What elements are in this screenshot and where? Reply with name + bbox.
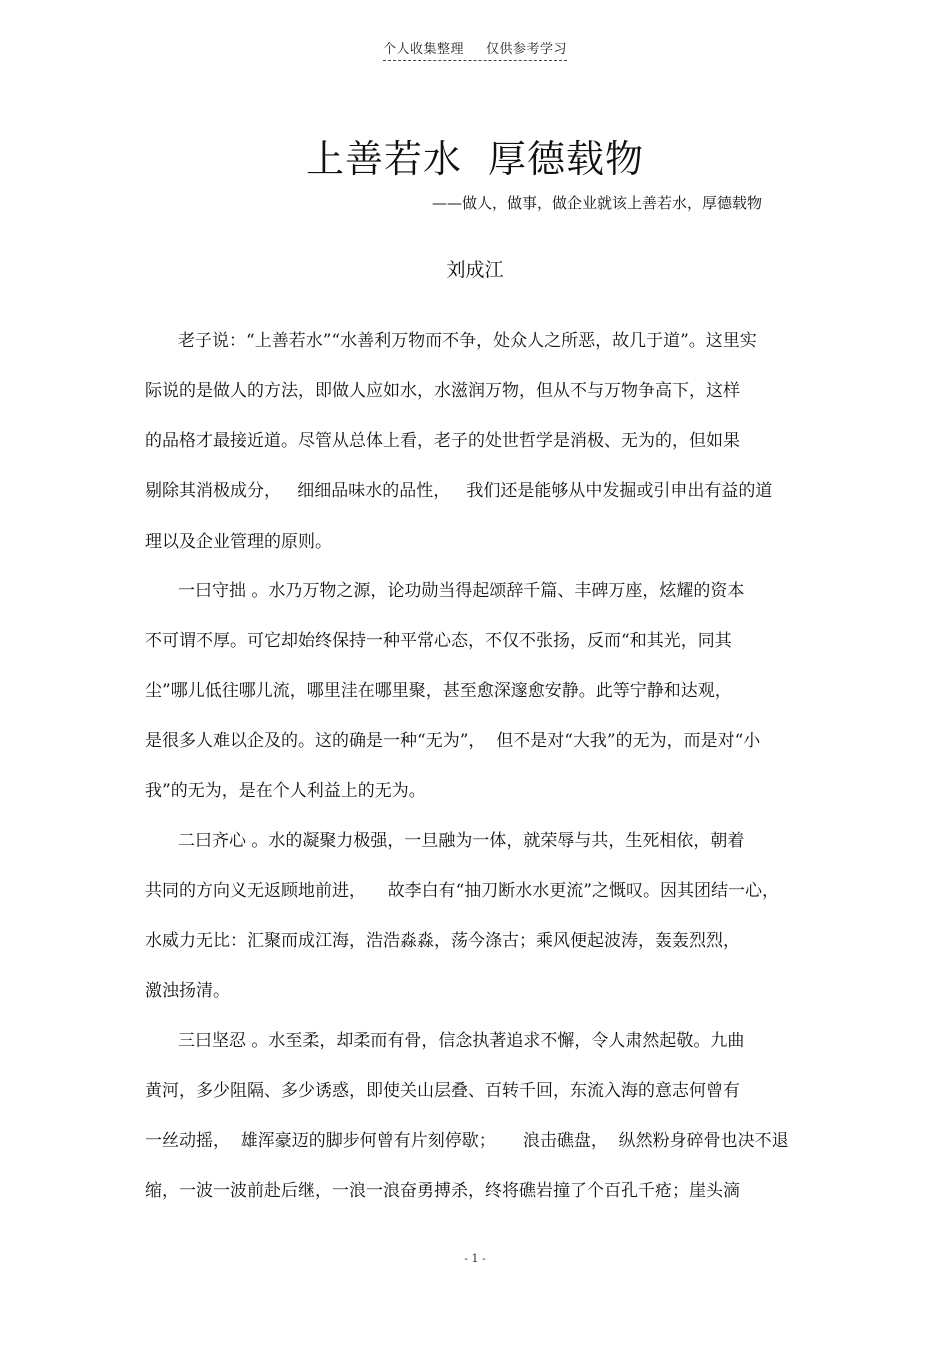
text-line: 剔除其消极成分， 细细品味水的品性， 我们还是能够从中发掘或引申出有益的道 — [145, 481, 773, 501]
text-line: 激浊扬清。 — [145, 981, 230, 1001]
text-line: 的品格才最接近道。尽管从总体上看，老子的处世哲学是消极、无为的，但如果 — [145, 431, 740, 451]
title-part-2: 厚德载物 — [488, 137, 645, 181]
text-line: 尘”哪儿低往哪儿流，哪里洼在哪里聚，甚至愈深邃愈安静。此等宁静和达观， — [145, 681, 732, 701]
page-number: - 1 - — [464, 1252, 486, 1265]
text-line: 缩，一波一波前赴后继，一浪一浪奋勇搏杀，终将礁岩撞了个百孔千疮；崖头滴 — [145, 1181, 740, 1201]
text-line: 黄河，多少阻隔、多少诱惑，即使关山层叠、百转千回，东流入海的意志何曾有 — [145, 1081, 740, 1101]
page-header — [383, 38, 567, 61]
text-line: 理以及企业管理的原则。 — [145, 532, 332, 552]
text-line: 三曰坚忍 。水至柔，却柔而有骨，信念执著追求不懈，令人肃然起敬。九曲 — [178, 1031, 745, 1051]
header-right-text: 仅供参考学习 — [486, 42, 568, 57]
page-header-wrap — [0, 38, 950, 61]
title-part-1: 上善若水 — [305, 137, 462, 181]
text-line: 共同的方向义无返顾地前进， 故李白有“抽刀断水水更流”之慨叹。因其团结一心， — [145, 881, 779, 901]
text-line: 一丝动摇， 雄浑豪迈的脚步何曾有片刻停歇； 浪击礁盘， 纵然粉身碎骨也决不退 — [145, 1131, 789, 1151]
author-name: 刘成江 — [446, 259, 504, 281]
document-title — [0, 128, 950, 183]
text-line: 水威力无比：汇聚而成江海，浩浩淼淼，荡今涤古；乘风便起波涛，轰轰烈烈， — [145, 931, 740, 951]
document-subtitle: ——做人，做事，做企业就该上善若水，厚德载物 — [432, 194, 763, 212]
text-line: 是很多人难以企及的。这的确是一种“无为”， 但不是对“大我”的无为，而是对“小 — [145, 731, 761, 751]
text-line: 不可谓不厚。可它却始终保持一种平常心态，不仅不张扬，反而“和其光，同其 — [145, 631, 732, 651]
text-line: 老子说：“上善若水”“水善利万物而不争，处众人之所恶，故几于道”。这里实 — [178, 331, 757, 351]
text-line: 际说的是做人的方法，即做人应如水，水滋润万物，但从不与万物争高下，这样 — [145, 381, 740, 401]
header-left-text: 个人收集整理 — [382, 42, 464, 57]
text-line: 我”的无为，是在个人利益上的无为。 — [145, 781, 426, 801]
text-line: 一曰守拙 。水乃万物之源，论功勋当得起颂辞千篇、丰碑万座，炫耀的资本 — [178, 581, 745, 601]
text-line: 二曰齐心 。水的凝聚力极强，一旦融为一体，就荣辱与共，生死相依，朝着 — [178, 831, 745, 851]
